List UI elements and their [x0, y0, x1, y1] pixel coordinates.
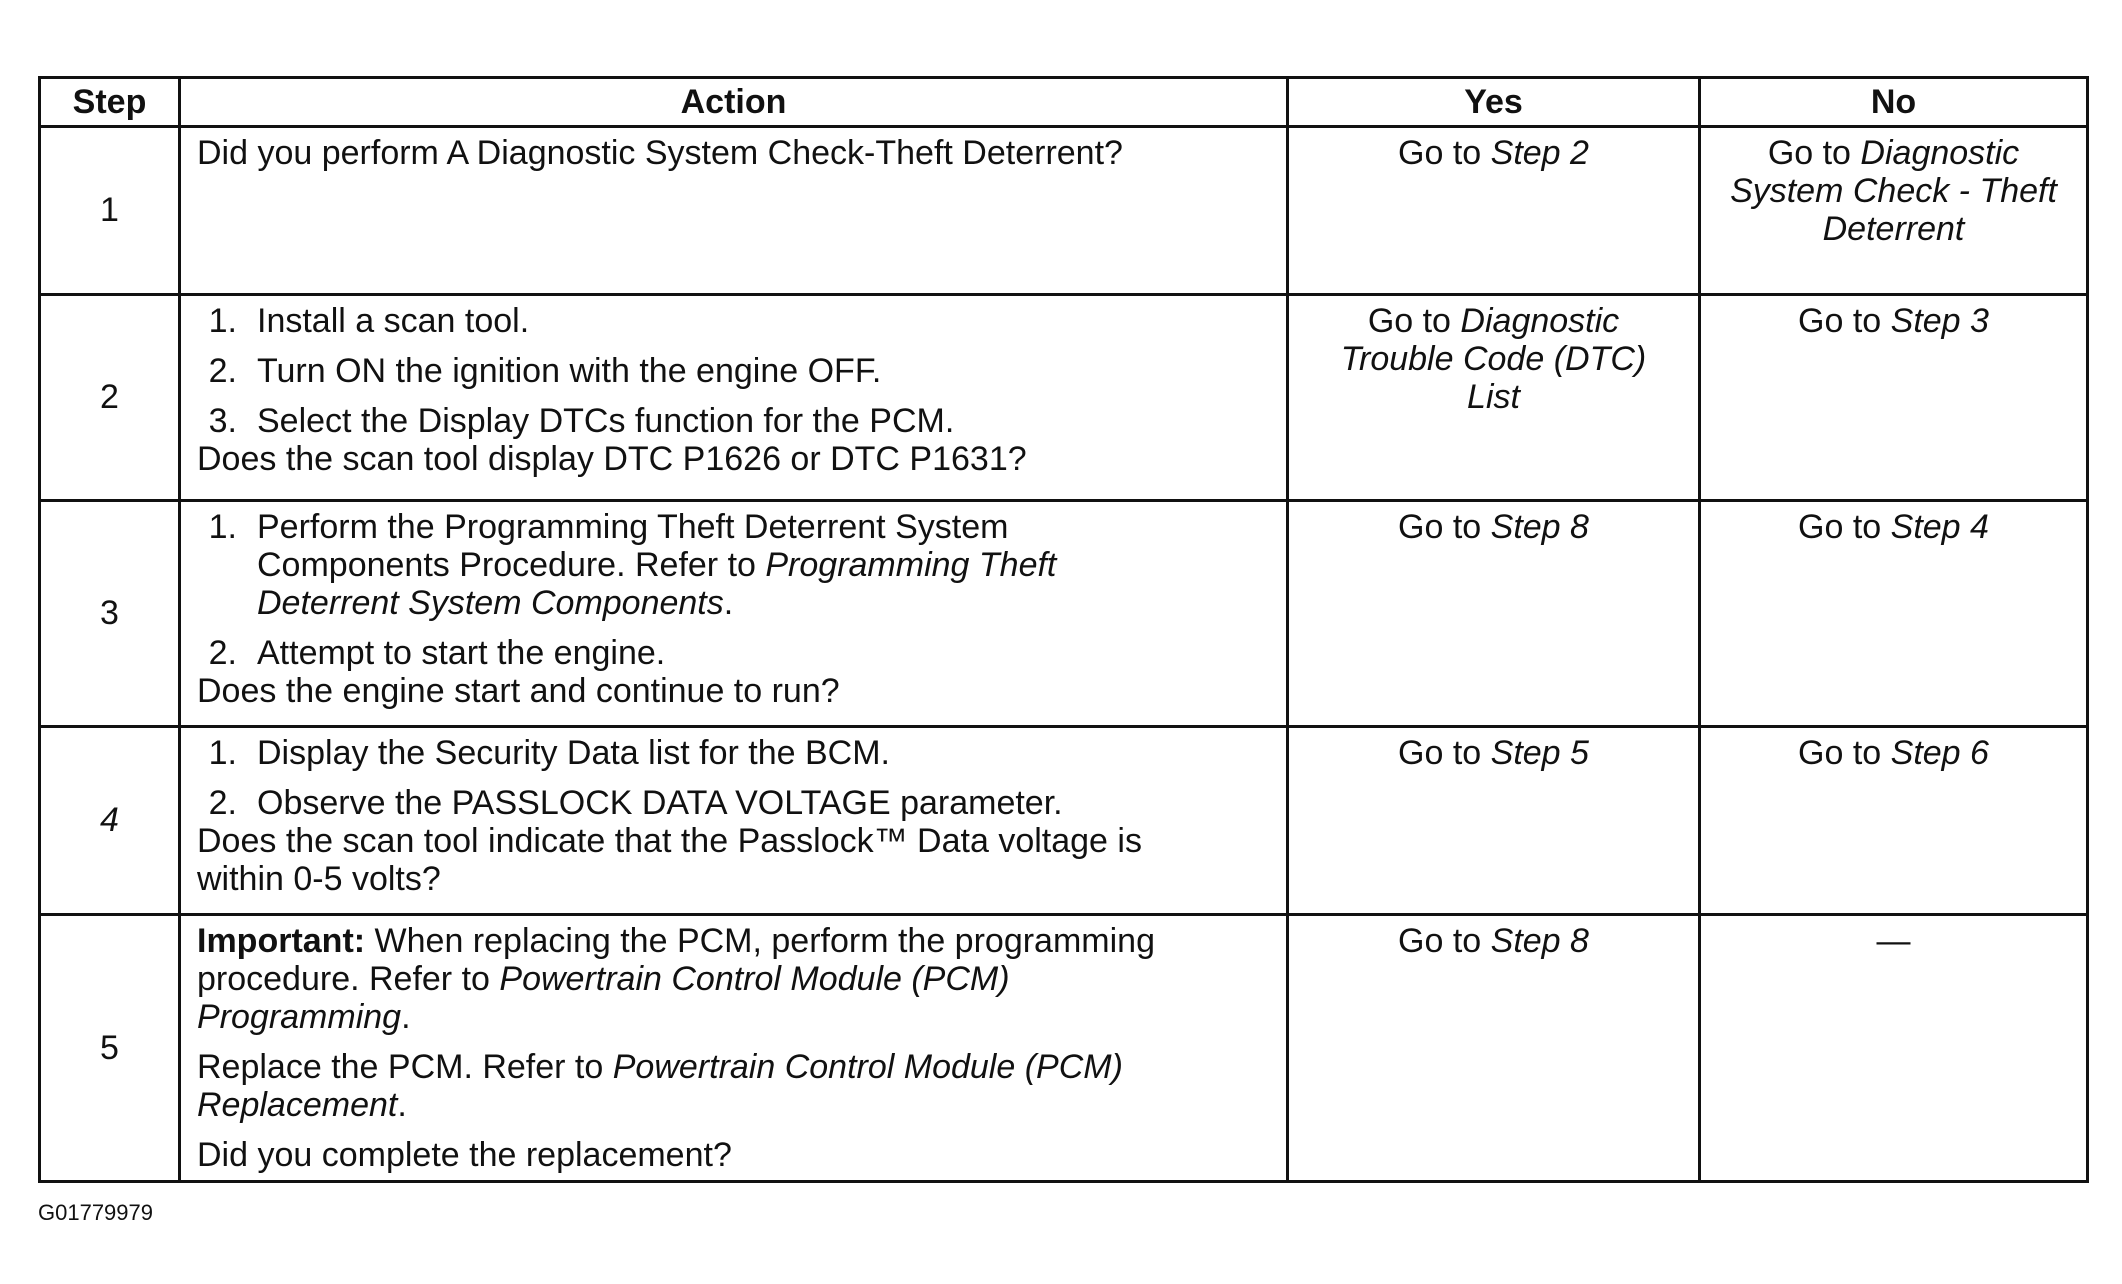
yes-cell — [1288, 127, 1700, 295]
action-question: Does the scan tool display DTC P1626 or DTC P1631? — [197, 440, 1027, 478]
action-question: Did you perform A Diagnostic System Check-Theft Deterrent? — [197, 134, 1123, 172]
action-cell — [180, 127, 1288, 295]
action-cell — [180, 915, 1288, 1182]
table-row — [40, 915, 2088, 1182]
list-item: 1. Display the Security Data list for the BCM. — [208, 734, 891, 772]
goto-label: Go to — [1367, 302, 1461, 340]
goto-label: Go to — [1398, 734, 1491, 772]
step-ref: Step 6 — [1890, 734, 1989, 772]
list-item: 3. Select the Display DTCs function for the PCM. — [208, 402, 955, 440]
header-yes: Yes — [1288, 78, 1700, 127]
goto-label: Go to — [1767, 134, 1861, 172]
step-ref: Step 8 — [1490, 508, 1589, 546]
header-action: Action — [180, 78, 1288, 127]
header-no: No — [1700, 78, 2088, 127]
procedure-ref: Diagnostic System Check - Theft Deterrent — [1730, 134, 2057, 248]
table-row — [40, 295, 2088, 501]
table-row — [40, 501, 2088, 727]
goto-label: Go to — [1398, 508, 1491, 546]
no-cell — [1700, 501, 2088, 727]
important-note: Important: When replacing the PCM, perform the programming procedure. Refer to Powertrain Control Module (PCM) Programming. — [197, 922, 1155, 1036]
no-link[interactable] — [1798, 302, 1989, 340]
goto-label: Go to — [1798, 734, 1891, 772]
replace-instruction: Replace the PCM. Refer to Powertrain Control Module (PCM) Replacement. — [197, 1048, 1123, 1124]
step-ref: Step 3 — [1890, 302, 1989, 340]
table-row — [40, 727, 2088, 915]
procedure-ref[interactable]: Powertrain Control Module (PCM) Replacement — [197, 1048, 1123, 1124]
diagnostic-table — [38, 76, 2089, 1183]
yes-link[interactable] — [1398, 734, 1589, 772]
procedure-ref: Diagnostic Trouble Code (DTC) List — [1340, 302, 1647, 416]
action-question: Does the engine start and continue to run? — [197, 672, 840, 710]
step-ref: Step 5 — [1490, 734, 1589, 772]
action-steps-list — [197, 508, 1270, 672]
yes-link[interactable] — [1305, 302, 1682, 416]
step-ref: Step 4 — [1890, 508, 1989, 546]
goto-label: Go to — [1798, 302, 1891, 340]
list-item: 2. Turn ON the ignition with the engine OFF. — [208, 352, 882, 390]
goto-label: Go to — [1798, 508, 1891, 546]
goto-label: Go to — [1398, 134, 1491, 172]
list-item: 1. Perform the Programming Theft Deterrent System Components Procedure. Refer to Programming Theft Deterrent System Components. — [208, 508, 1057, 622]
no-cell — [1700, 295, 2088, 501]
yes-link[interactable] — [1398, 922, 1589, 960]
action-cell — [180, 295, 1288, 501]
step-number: 1 — [40, 127, 180, 295]
no-link[interactable] — [1717, 134, 2070, 248]
action-steps-list — [197, 734, 1270, 822]
procedure-ref[interactable]: Powertrain Control Module (PCM) Programming — [197, 960, 1010, 1036]
yes-cell — [1288, 501, 1700, 727]
yes-link[interactable] — [1398, 508, 1589, 546]
action-cell — [180, 727, 1288, 915]
list-item: 2. Attempt to start the engine. — [208, 634, 666, 672]
figure-id: G01779979 — [38, 1200, 153, 1225]
important-label: Important: — [197, 922, 366, 960]
yes-cell — [1288, 727, 1700, 915]
table-row — [40, 127, 2088, 295]
action-question: Did you complete the replacement? — [197, 1136, 732, 1174]
step-ref: Step 2 — [1490, 134, 1589, 172]
list-item: 2. Observe the PASSLOCK DATA VOLTAGE parameter. — [208, 784, 1063, 822]
yes-cell — [1288, 915, 1700, 1182]
step-number: 4 — [40, 727, 180, 915]
yes-link[interactable] — [1398, 134, 1589, 172]
no-cell — [1700, 915, 2088, 1182]
action-question: Does the scan tool indicate that the Passlock™ Data voltage is within 0-5 volts? — [197, 822, 1142, 898]
action-cell — [180, 501, 1288, 727]
table-header-row — [40, 78, 2088, 127]
header-step: Step — [40, 78, 180, 127]
action-steps-list — [197, 302, 1270, 440]
step-number: 2 — [40, 295, 180, 501]
no-cell — [1700, 727, 2088, 915]
no-link[interactable] — [1798, 734, 1989, 772]
no-dash: — — [1876, 922, 1911, 960]
step-number: 5 — [40, 915, 180, 1182]
step-number: 3 — [40, 501, 180, 727]
no-link[interactable] — [1798, 508, 1989, 546]
procedure-ref[interactable]: Programming Theft Deterrent System Components — [257, 546, 1057, 622]
list-item: 1. Install a scan tool. — [208, 302, 530, 340]
goto-label: Go to — [1398, 922, 1491, 960]
step-ref: Step 8 — [1490, 922, 1589, 960]
yes-cell — [1288, 295, 1700, 501]
no-cell — [1700, 127, 2088, 295]
